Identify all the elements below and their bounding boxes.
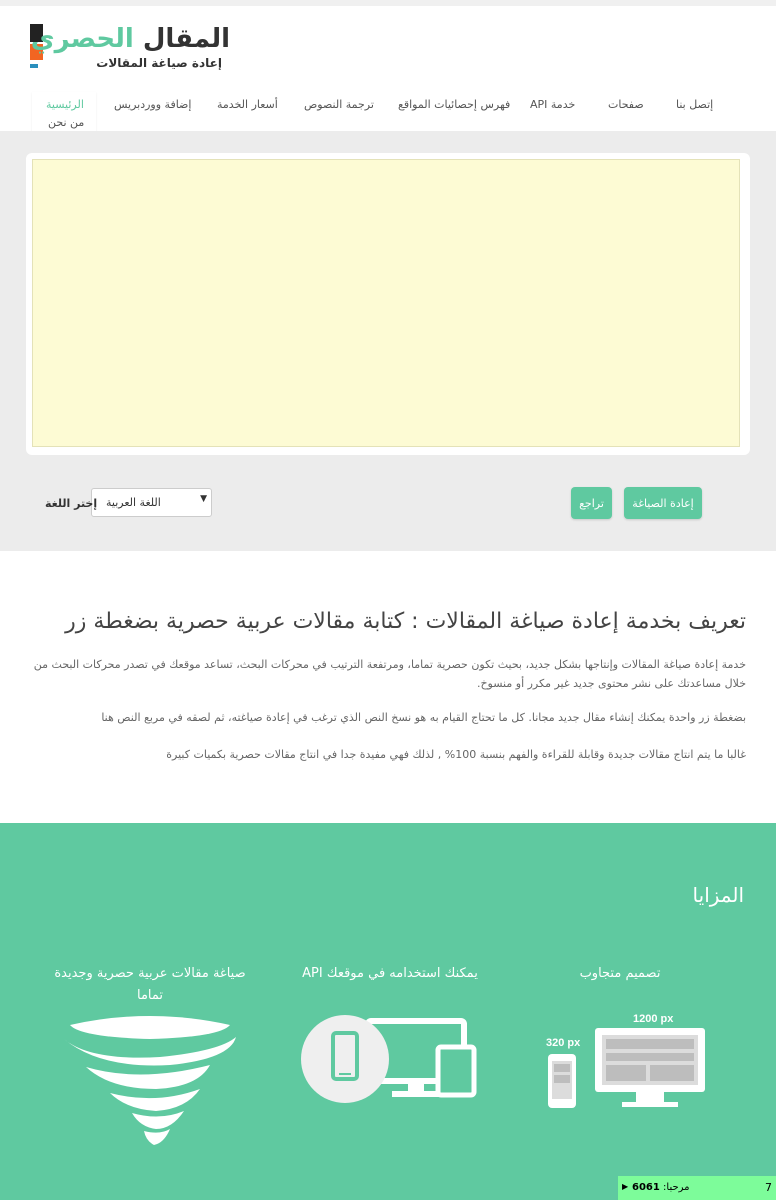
feature-responsive-title: تصميم متجاوب [579, 966, 661, 981]
status-suffix: 7 [765, 1181, 772, 1194]
nav-item-home[interactable] [32, 92, 96, 136]
responsive-devices-icon [540, 1008, 720, 1118]
about-paragraph-3: غالبا ما يتم انتاج مقالات جديدة وقابلة للقراءة والفهم بنسبة 100% , لذلك فهي مفيدة جدا في انتاج مقالات حصرية بكميات كبيرة [166, 748, 746, 761]
editor-section [0, 131, 776, 551]
language-label: إختر اللغة [45, 497, 98, 510]
site-logo[interactable] [30, 24, 230, 76]
devices-icon [300, 1013, 480, 1113]
about-paragraph-2: بضغطة زر واحدة يمكنك إنشاء مقال جديد مجانا. كل ما تحتاج القيام به هو نسخ النص الذي ترغب في إعادة صياغته، ثم لصقه في مربع النص هنا [101, 711, 746, 724]
language-select[interactable] [91, 488, 212, 517]
nav-item-site-stats[interactable]: فهرس إحصائيات المواقع [398, 98, 511, 111]
nav-item-api[interactable]: خدمة API [530, 98, 576, 111]
nav-item-pages[interactable]: صفحات [608, 98, 644, 111]
nav-about-label[interactable]: من نحن [48, 116, 85, 129]
feature-unique-title: صياغة مقالات عربية حصرية وجديدة تماما [54, 966, 246, 1003]
logo-subtitle: إعادة صياغة المقالات [96, 56, 222, 70]
nav-home-label[interactable]: الرئيسية [46, 98, 84, 111]
rewrite-button[interactable]: إعادة الصياغة [624, 487, 702, 519]
main-nav [0, 92, 776, 132]
article-textarea[interactable] [32, 159, 740, 447]
tornado-icon [60, 1013, 240, 1148]
label-320px: 320 px [546, 1037, 581, 1049]
about-section [0, 551, 776, 823]
chevron-down-icon: ▼ [200, 494, 207, 504]
undo-button[interactable]: تراجع [571, 487, 612, 519]
label-1200px: 1200 px [633, 1013, 674, 1025]
about-paragraph-1: خدمة إعادة صياغة المقالات وإنتاجها بشكل جديد، بحيث تكون حصرية تماما، ومرتفعة الترتيب في محركات البحث، تساعد موقعك في تصدر محركات البحث من خلال مساعدتك على نشر محتوى جديد غير مكرر أو منسوخ. [33, 658, 746, 690]
nav-item-translate[interactable]: ترجمة النصوص [304, 98, 374, 111]
status-bar [618, 1176, 776, 1200]
editor-frame [26, 153, 750, 455]
nav-item-wordpress[interactable]: إضافة ووردبريس [114, 98, 192, 111]
feature-api-title: يمكنك استخدامه في موقعك API [302, 966, 478, 981]
play-icon: ▶ [622, 1182, 629, 1191]
features-section [0, 823, 776, 1200]
status-text: 6061 :مرحبا [632, 1182, 690, 1193]
nav-item-contact[interactable]: إتصل بنا [676, 98, 714, 111]
about-title: تعريف بخدمة إعادة صياغة المقالات : كتابة مقالات عربية حصرية بضغطة زر [65, 609, 746, 634]
nav-item-pricing[interactable]: أسعار الخدمة [217, 98, 278, 111]
site-header [0, 6, 776, 131]
logo-title: المقال الحصري [30, 24, 230, 54]
features-title: المزايا [692, 883, 744, 907]
language-selected: اللغة العربية [106, 496, 161, 509]
